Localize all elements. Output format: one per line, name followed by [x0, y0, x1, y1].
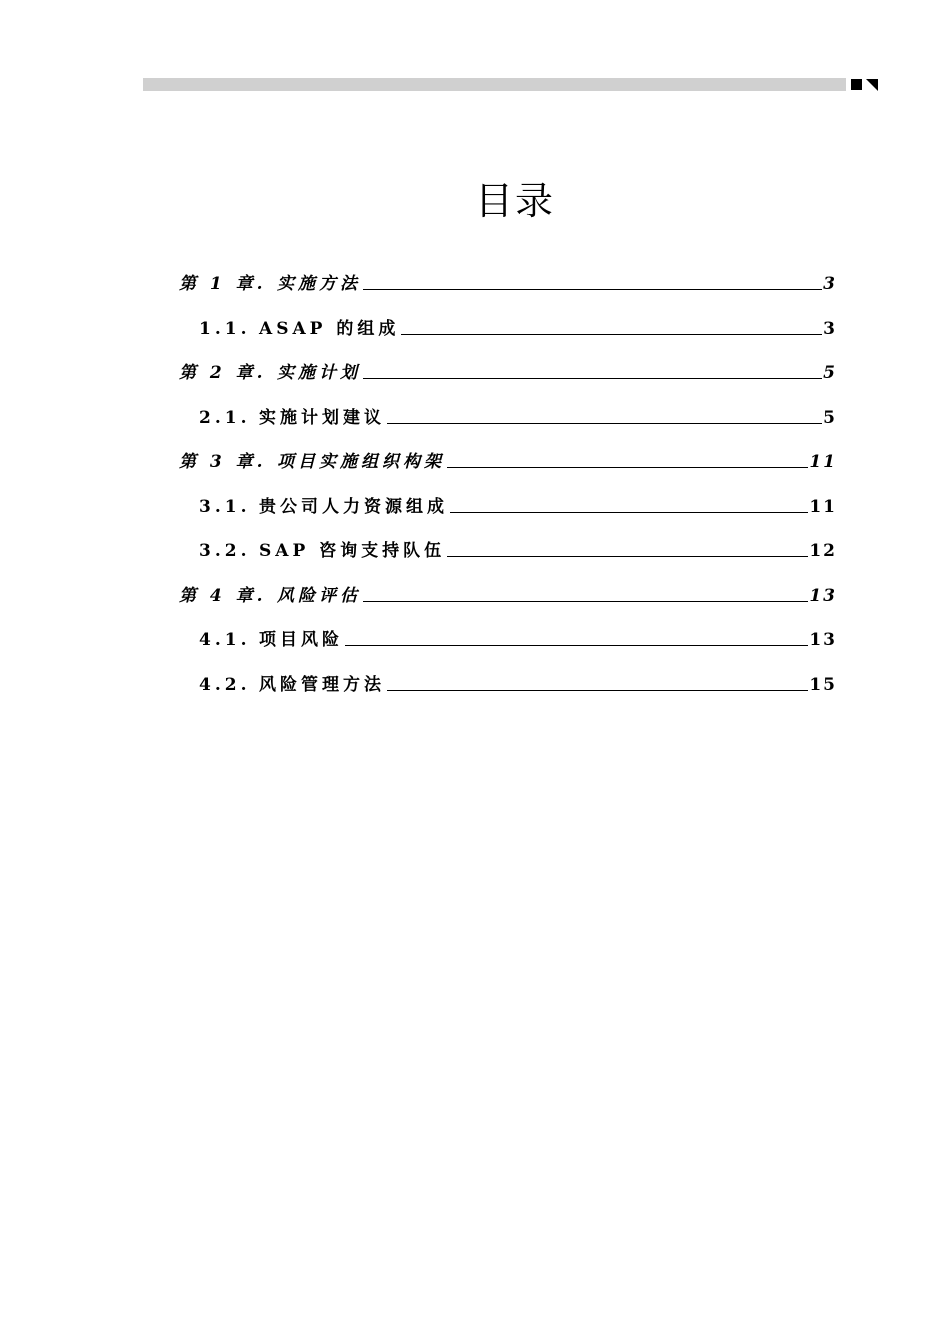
toc-leader [401, 333, 822, 335]
toc-leader [363, 600, 808, 602]
toc-title: 实施方法 [277, 274, 361, 294]
toc-title: 项目实施组织构架 [277, 452, 445, 472]
toc-page: 11 [809, 452, 837, 472]
toc-title: 实施计划 [277, 363, 361, 383]
toc-leader [447, 466, 808, 468]
header-triangle-icon [866, 79, 878, 91]
toc-title: ASAP 的组成 [259, 319, 400, 339]
toc-entry[interactable] [199, 624, 837, 650]
toc-entry[interactable] [199, 669, 837, 695]
toc-number: 第 3 章. [179, 452, 267, 472]
toc-leader [450, 511, 808, 513]
toc-page: 12 [809, 541, 837, 561]
header-square-icon [851, 79, 862, 90]
toc-number: 第 2 章. [179, 363, 267, 383]
toc-entry[interactable] [179, 580, 837, 606]
toc-leader [345, 644, 808, 646]
page-title: 目录 [474, 179, 555, 223]
toc-page: 13 [809, 630, 837, 650]
toc-number: 3.2. [199, 541, 251, 561]
toc-page: 13 [809, 586, 837, 606]
toc-title: 风险管理方法 [259, 675, 385, 695]
toc-entry[interactable] [179, 268, 837, 294]
toc-number: 2.1. [199, 408, 251, 428]
toc-page: 15 [809, 675, 837, 695]
toc-title: 贵公司人力资源组成 [259, 497, 448, 517]
toc-number: 3.1. [199, 497, 251, 517]
toc-page: 3 [823, 319, 837, 339]
toc-title: 项目风险 [259, 630, 343, 650]
toc-number: 第 1 章. [179, 274, 267, 294]
toc-number: 4.1. [199, 630, 251, 650]
toc-entry[interactable] [199, 535, 837, 561]
toc-entry[interactable] [199, 491, 837, 517]
toc-number: 第 4 章. [179, 586, 267, 606]
toc-page: 11 [809, 497, 837, 517]
header-bar [143, 78, 846, 91]
toc-title: 风险评估 [277, 586, 361, 606]
toc-title: SAP 咨询支持队伍 [259, 541, 446, 561]
toc-number: 4.2. [199, 675, 251, 695]
toc-page: 3 [823, 274, 837, 294]
toc-title: 实施计划建议 [259, 408, 385, 428]
toc-leader [447, 555, 808, 557]
toc-leader [363, 288, 822, 290]
toc-entry[interactable] [179, 446, 837, 472]
toc-page: 5 [823, 363, 837, 383]
toc-leader [363, 377, 822, 379]
toc-entry[interactable] [179, 357, 837, 383]
toc-leader [387, 689, 808, 691]
toc-entry[interactable] [199, 313, 837, 339]
toc-number: 1.1. [199, 319, 251, 339]
toc-entry[interactable] [199, 402, 837, 428]
toc-page: 5 [823, 408, 837, 428]
toc-leader [387, 422, 822, 424]
